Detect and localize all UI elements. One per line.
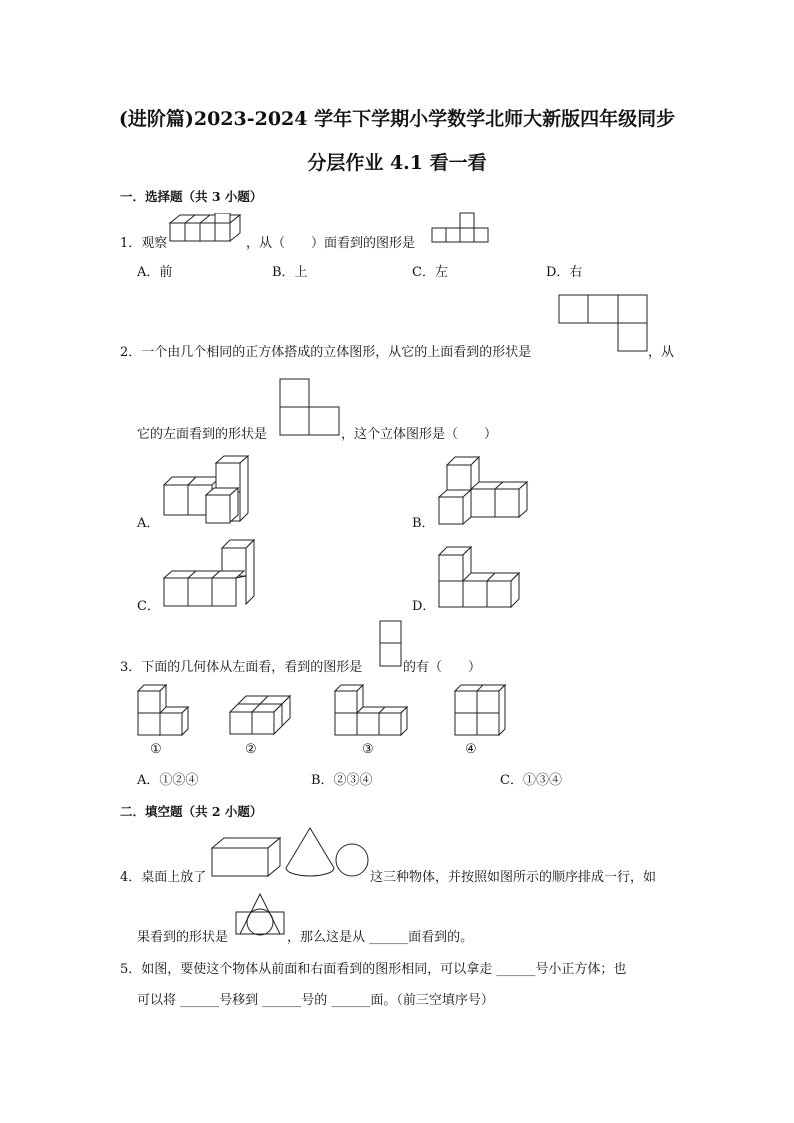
q2-line1: 2．一个由几个相同的正方体搭成的立体图形，从它的上面看到的形状是: [120, 345, 532, 360]
q2-option-a[interactable]: A．: [137, 516, 160, 531]
q4-line2-prefix: 果看到的形状是: [137, 930, 229, 945]
q2-line1-end: ，从: [648, 345, 675, 360]
q1-prefix: 1．观察: [120, 236, 168, 251]
q2-option-d[interactable]: D．: [412, 599, 436, 614]
q2-option-c[interactable]: C．: [137, 599, 160, 614]
q1-middle: ，从（ ）面看到的图形是: [246, 236, 416, 251]
page-title-line1: (进阶篇)2023-2024 学年下学期小学数学北师大新版四年级同步: [118, 108, 676, 130]
q3-option-a[interactable]: A．①②④: [137, 773, 199, 788]
q3-figure-1-label: ①: [150, 742, 162, 757]
q3-figure-3-label: ③: [362, 742, 374, 757]
q3-suffix: 的有（ ）: [403, 660, 482, 675]
q2-top-view-figure: [558, 294, 650, 354]
section-heading-choice: 一．选择题（共 3 小题）: [120, 189, 263, 204]
q1-option-d[interactable]: D．右: [546, 265, 583, 280]
q3-prefix: 3．下面的几何体从左面看，看到的图形是: [120, 660, 363, 675]
q3-figure-1: [136, 683, 196, 737]
q5-line1: 5．如图，要使这个物体从前面和右面看到的图形相同，可以拿走 ______号小正方体；也: [120, 962, 627, 977]
page-title-line2: 分层作业 4.1 看一看: [307, 152, 487, 174]
q1-option-c[interactable]: C．左: [412, 265, 448, 280]
q3-figure-2: [228, 690, 298, 738]
q3-option-c[interactable]: C．①③④: [500, 773, 562, 788]
q4-suffix: 这三种物体，并按照如图所示的顺序排成一行，如: [370, 870, 657, 885]
q3-view-figure: [378, 620, 404, 670]
q4-line2-suffix: ，那么这是从 ______面看到的。: [287, 930, 474, 945]
q2-left-view-figure: [279, 378, 343, 438]
q3-option-b[interactable]: B．②③④: [311, 773, 373, 788]
q2-option-c-figure: [162, 538, 262, 610]
section-heading-fill: 二．填空题（共 2 小题）: [120, 804, 263, 819]
q5-line2: 可以将 ______号移到 ______号的 ______面。（前三空填序号）: [137, 993, 494, 1008]
q4-view-shape: [234, 892, 288, 940]
q1-option-a[interactable]: A．前: [137, 265, 173, 280]
q2-line2-end: ，这个立体图形是（ ）: [341, 427, 498, 442]
q1-option-b[interactable]: B．上: [272, 265, 308, 280]
q2-line2: 它的左面看到的形状是: [137, 427, 268, 442]
q1-view-figure: [430, 212, 492, 244]
q3-figure-2-label: ②: [245, 742, 257, 757]
q3-figure-4: [453, 683, 513, 737]
q2-option-d-figure: [437, 545, 537, 609]
q2-option-b[interactable]: B．: [412, 516, 435, 531]
q3-figure-3: [333, 683, 413, 737]
q1-cubes-figure: [168, 213, 246, 245]
q3-figure-4-label: ④: [465, 742, 477, 757]
q4-objects-figure: [210, 826, 374, 882]
q2-option-b-figure: [437, 455, 537, 527]
q2-option-a-figure: [162, 455, 254, 527]
q4-prefix: 4．桌面上放了: [120, 870, 207, 885]
